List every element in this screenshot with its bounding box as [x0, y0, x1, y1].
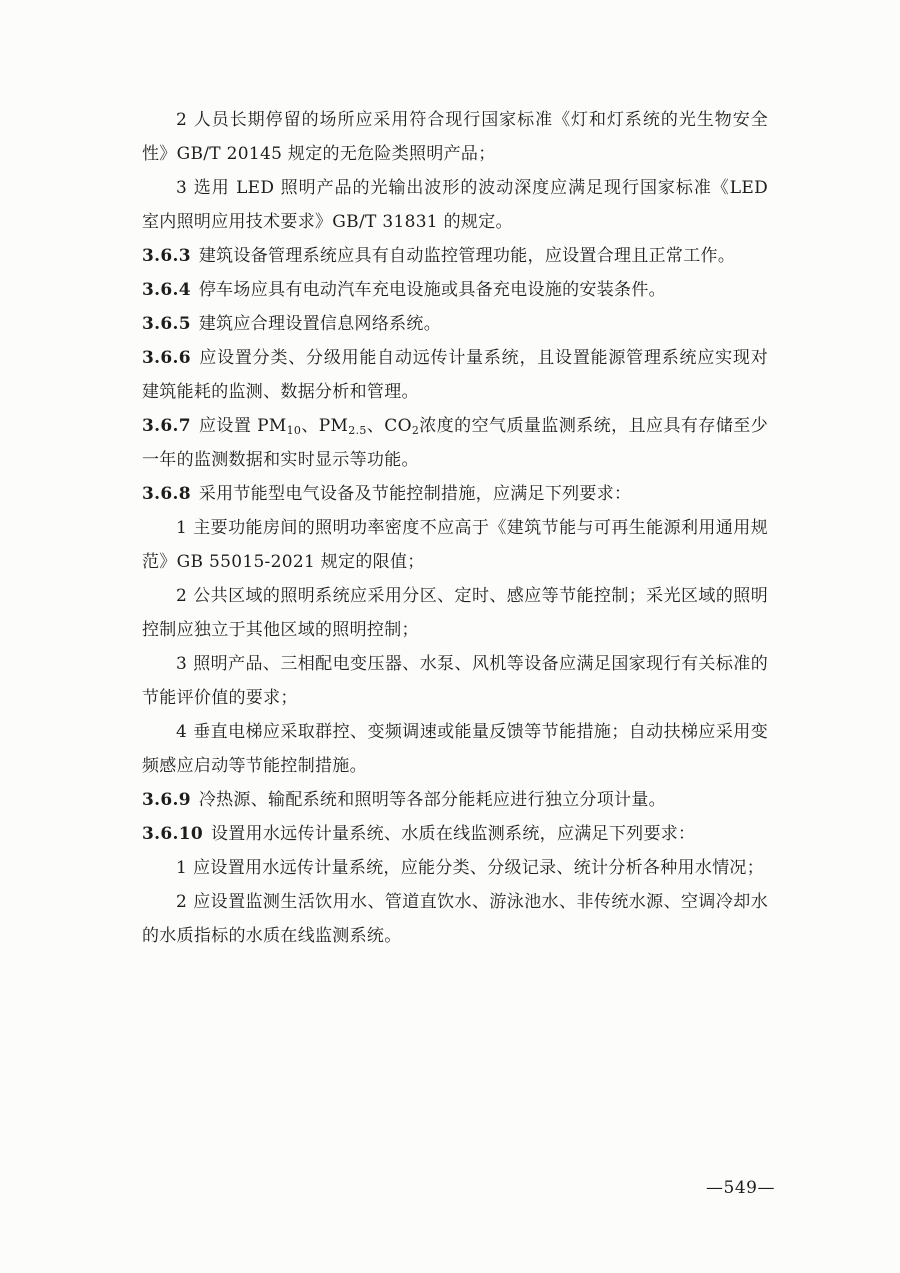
clause: 3.6.6 应设置分类、分级用能自动远传计量系统，且设置能源管理系统应实现对建筑能耗的监测、数据分析和管理。: [142, 348, 768, 402]
clause-number: 3.6.6: [142, 348, 191, 368]
page-number: —549—: [706, 1178, 775, 1198]
clause-number: 3.6.3: [142, 246, 191, 266]
clause: 3.6.7 应设置 $PM_{10}$、$PM_{2.5}$、$CO_2$浓度的空气质量监测系统，且应具有存储至少一年的监测数据和实时显示等功能。: [142, 416, 768, 470]
list-item: 4 垂直电梯应采取群控、变频调速或能量反馈等节能措施；自动扶梯应采用变频感应启动等节能控制措施。: [142, 722, 768, 776]
list-item: 2 应设置监测生活饮用水、管道直饮水、游泳池水、非传统水源、空调冷却水的水质指标的水质在线监测系统。: [142, 892, 768, 946]
clause: 3.6.9 冷热源、输配系统和照明等各部分能耗应进行独立分项计量。: [142, 790, 666, 810]
list-item: 2 人员长期停留的场所应采用符合现行国家标准《灯和灯系统的光生物安全性》GB/T 20145 规定的无危险类照明产品；: [142, 110, 768, 164]
clause: 3.6.3 建筑设备管理系统应具有自动监控管理功能，应设置合理且正常工作。: [142, 246, 736, 266]
clause-number: 3.6.9: [142, 790, 191, 810]
clause: 3.6.5 建筑应合理设置信息网络系统。: [142, 314, 442, 334]
clause-number: 3.6.4: [142, 280, 191, 300]
list-item: 3 照明产品、三相配电变压器、水泵、风机等设备应满足国家现行有关标准的节能评价值的要求；: [142, 654, 768, 708]
clause-number: 3.6.5: [142, 314, 191, 334]
list-item: 3 选用 LED 照明产品的光输出波形的波动深度应满足现行国家标准《LED 室内照明应用技术要求》GB/T 31831 的规定。: [142, 178, 768, 232]
list-item: 2 公共区域的照明系统应采用分区、定时、感应等节能控制；采光区域的照明控制应独立于其他区域的照明控制；: [142, 586, 768, 640]
clause-number: 3.6.10: [142, 824, 203, 844]
clause: 3.6.4 停车场应具有电动汽车充电设施或具备充电设施的安装条件。: [142, 280, 666, 300]
clause-number: 3.6.7: [142, 416, 191, 436]
clause-number: 3.6.8: [142, 484, 191, 504]
clause: 3.6.10 设置用水远传计量系统、水质在线监测系统，应满足下列要求：: [142, 824, 696, 844]
list-item: 1 应设置用水远传计量系统，应能分类、分级记录、统计分析各种用水情况；: [176, 858, 765, 878]
clause: 3.6.8 采用节能型电气设备及节能控制措施，应满足下列要求：: [142, 484, 632, 504]
list-item: 1 主要功能房间的照明功率密度不应高于《建筑节能与可再生能源利用通用规范》GB 55015-2021 规定的限值；: [142, 518, 768, 572]
